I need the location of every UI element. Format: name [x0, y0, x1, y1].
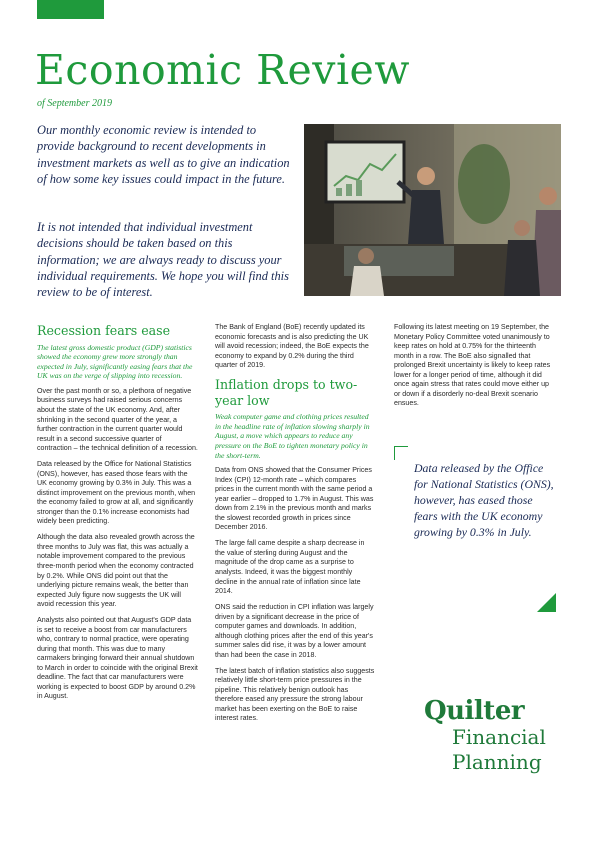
meeting-photo-illustration: [304, 124, 561, 296]
column-rates: [394, 323, 556, 415]
body-paragraph: Over the past month or so, a plethora of negative business surveys had raised serious concerns about the state of the UK economy. And, after shrinking in the second quarter of the year, a further contraction in the current quarter would result in a second successive quarter of contraction – the technical definition of a recession.: [37, 386, 198, 453]
body-paragraph: ONS said the reduction in CPI inflation was largely driven by a significant decrease in the price of computer games and downloads. In addition, although clothing prices after the end of this year's summer sales did rise, it was by a lower amount than had been the case in 2018.: [215, 602, 374, 659]
body-paragraph: The latest batch of inflation statistics also suggests relatively little short-term price pressures in the pipeline. This relatively benign outlook has therefore eased any pressure the strong labour market has been exerting on the BoE to raise interest rates.: [215, 666, 375, 723]
logo-word-planning: Planning: [452, 750, 542, 774]
pull-quote-corner: [537, 593, 556, 612]
logo-word-financial: Financial: [452, 725, 546, 749]
body-paragraph: Following its latest meeting on 19 September, the Monetary Policy Committee voted unanimously to keep rates on hold at 0.75% for the thirteenth month in a row. The BoE also signalled that prolonged Brexit uncertainty is likely to keep rates lower for a longer period of time, although it did once again stress that rates could move either up or down if a disorderly no-deal Brexit scenario ensues.: [394, 323, 551, 408]
body-paragraph: The large fall came despite a sharp decrease in the value of sterling during August and the magnitude of the drop came as a surprise to analysts. Indeed, it was the biggest monthly decline in the annual rate of inflation since late 2014.: [215, 539, 365, 596]
body-paragraph: Data from ONS showed that the Consumer Prices Index (CPI) 12-month rate – which compares prices in the current month with the same period a year earlier – dropped to 1.7% in August. This was down from 2.1% in the previous month and marks the slowest recorded growth in prices since December 2016.: [215, 466, 374, 532]
body-paragraph: Although the data also revealed growth across the three months to July was flat, this was actually a notable improvement compared to the previous three-month period when the economy contracted by 0.2%. While ONS did point out that the underlying picture remains weak, the better than expected July figure now suggests the UK will avoid recession this year.: [37, 533, 195, 609]
body-paragraph: Data released by the Office for National Statistics (ONS), however, has eased those fears with the UK economy growing by 0.3% in July. This was a distinct improvement on the previous month, when the economy failed to grow at all, and significantly stronger than the 0.1% increase economists had widely been predicting.: [37, 460, 196, 526]
header-tab: [37, 0, 104, 19]
section-lead-recession: The latest gross domestic product (GDP) statistics showed the economy grew more strongly than expected in July, significantly easing fears that the UK was on the verge of slipping into recession.: [37, 342, 193, 381]
column-recession: [37, 323, 198, 708]
body-paragraph: Analysts also pointed out that August's GDP data is set to receive a boost from car manufacturers who, contrary to normal practice, were operating during that month. This was due to many carmakers bringing forward their annual shutdown to March in order to coincide with the original Brexit deadline. The fact that car manufacturers were working is expected to boost GDP by around 0.2% in August.: [37, 616, 198, 701]
intro-paragraph-2: It is not intended that individual investment decisions should be taken based on this information; we are always ready to discuss your individual requirements. We hope you will find this review to be of interest.: [37, 220, 289, 300]
body-paragraph: The Bank of England (BoE) recently updated its economic forecasts and is also predicting the UK will avoid recession; indeed, the BoE expects the economy to expand by 0.2% during the third quarter of 2019.: [215, 323, 369, 370]
intro-paragraph-1: Our monthly economic review is intended to provide background to recent developments in investment markets as well as to give an indication of how some key issues could impact in the future.: [37, 123, 290, 186]
section-heading-recession: Recession fears ease: [37, 323, 171, 338]
column-inflation: [215, 323, 376, 730]
quilter-logo: [424, 697, 546, 775]
page-title: Economic Review: [35, 46, 410, 94]
issue-date: of September 2019: [37, 98, 112, 109]
section-heading-inflation: Inflation drops to two-year low: [215, 377, 358, 408]
pull-quote: [394, 446, 556, 612]
section-lead-inflation: Weak computer game and clothing prices resulted in the headline rate of inflation slowing sharply in August, a move which appears to reduce any pressure on the BoE to tighten monetary policy in the short-term.: [215, 412, 370, 460]
pull-quote-bracket: [394, 446, 408, 460]
pull-quote-text: Data released by the Office for National Statistics (ONS), however, has eased those fears with the UK economy growing by 0.3% in July.: [414, 461, 554, 540]
meeting-photo: [304, 124, 561, 296]
logo-word-quilter: Quilter: [424, 696, 525, 726]
